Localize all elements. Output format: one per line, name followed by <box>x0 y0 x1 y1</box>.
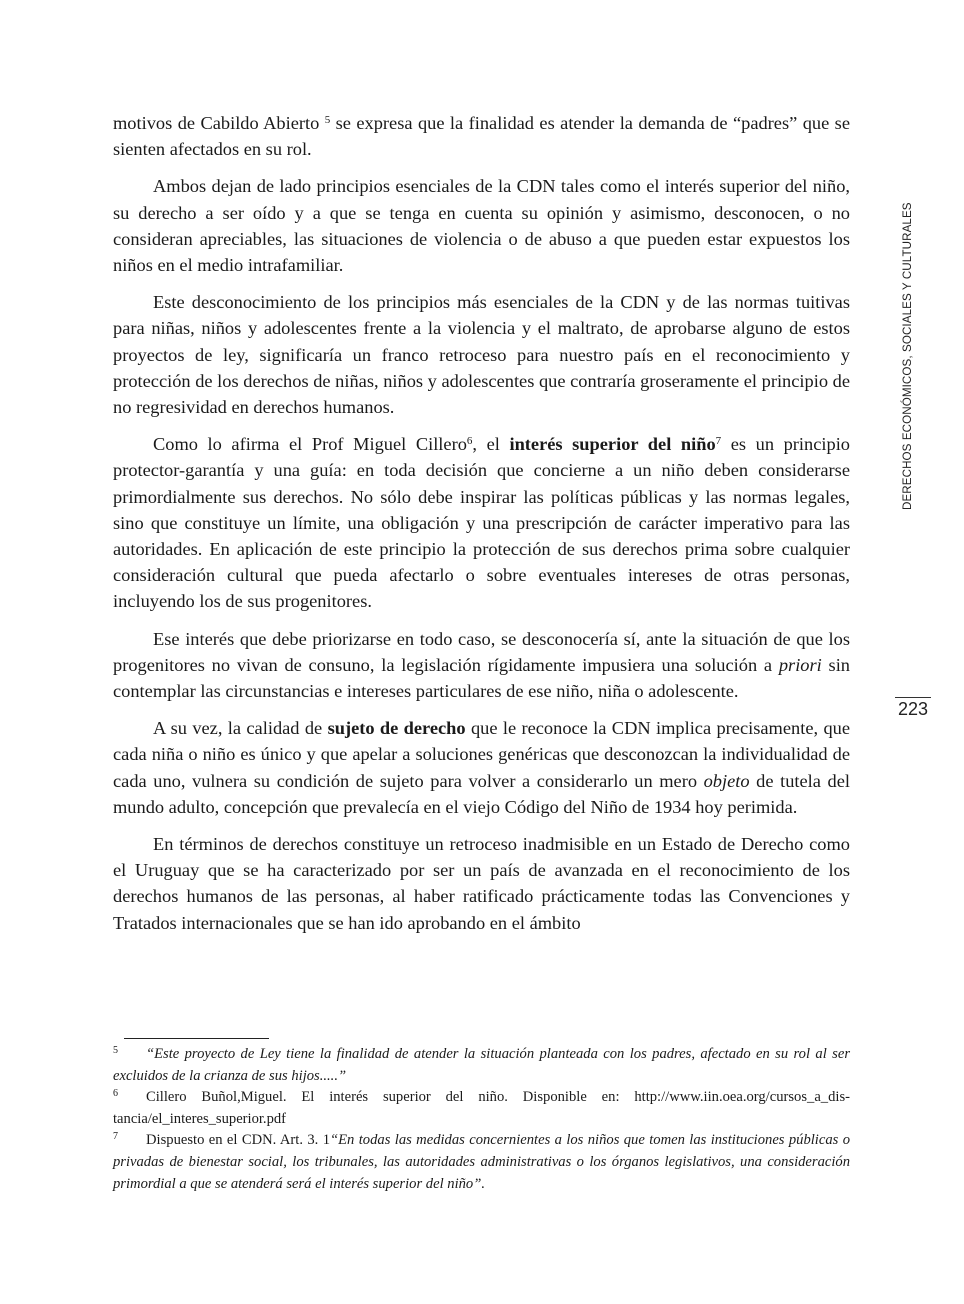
running-head: DERECHOS ECONÓMICOS, SOCIALES Y CULTURALES <box>901 202 914 510</box>
footnote-7: 7 Dispuesto en el CDN. Art. 3. 1“En todas las medidas concernientes a los niños que tomen las instituciones públicas o privadas de bienestar social, los tribunales, las autoridades administrativas o los órganos legislativos, una consideración primordial a que se atenderá será el interés superior del niño”. <box>113 1131 851 1192</box>
italic-term-objeto: objeto <box>703 770 750 791</box>
footnote-6: 6 Cillero Buñol,Miguel. El interés superior del niño. Disponible en: http://www.iin.oea.org/cursos_a_distancia/el_interes_superior.pdf <box>113 1088 850 1127</box>
footnotes <box>113 1044 850 1195</box>
paragraph-4: Como lo afirma el Prof Miguel Cillero$^6$, el interés superior del niño$^7$ es un principio protector-garantía y una guía: en toda decisión que concierne a un niño deben considerarse primordialmente sus derechos. No sólo debe inspirar las políticas públicas y las normas legales, sino que constituye un límite, una obligación y una prescripción de carácter imperativo para las autoridades. En aplicación de este principio la protección de sus derechos prima sobre cualquier consideración cultural que pueda afectarlo o sobre eventuales intereses de otras personas, incluyendo los de sus progenitores. <box>113 434 850 612</box>
paragraph-1: motivos de Cabildo Abierto $^5$ se expresa que la finalidad es atender la demanda de “padres” que se sienten afectados en su rol. <box>113 113 850 160</box>
footnote-link-text: Cillero Buñol,Miguel. El interés superior del niño. Disponible en: http://www.iin.oea.org/cursos_a_distancia/el_interes_superior.pdf <box>113 1089 850 1127</box>
italic-term-priori: priori <box>778 654 822 675</box>
footnote-separator <box>124 1038 269 1039</box>
page-number-rule <box>895 697 931 698</box>
paragraph-3: Este desconocimiento de los principios más esenciales de la CDN y de las normas tuitivas para niñas, niños y adolescentes frente a la violencia y el maltrato, de aprobarse alguno de estos proyectos de ley, significaría un franco retroceso para nuestro país en el reconocimiento y protección de los derechos de niñas, niños y adolescentes que contraría groseramente el principio de no regresividad en derechos humanos. <box>113 292 850 418</box>
footnote-ref-5[interactable]: 5 <box>324 114 331 126</box>
footnote-5: 5 “Este proyecto de Ley tiene la finalidad de atender la situación planteada con los padres, afectado en su rol al ser excluidos de la crianza de sus hijos.....” <box>113 1045 850 1084</box>
paragraph-7: En términos de derechos constituye un retroceso inadmisible en un Estado de Derecho como el Uruguay que se ha caracterizado por ser un país de avanzada en el reconocimiento de los derechos humanos de las personas, al haber ratificado prácticamente todas las Convenciones y Tratados internacionales que se han ido aprobando en el ámbito <box>113 834 850 933</box>
main-text <box>113 110 850 947</box>
page-number: 223 <box>897 699 929 719</box>
paragraph-6: A su vez, la calidad de sujeto de derecho que le reconoce la CDN implica precisamente, que cada niña o niño es único y que apelar a soluciones genéricas que desconozcan la individualidad de cada uno, vulnera su condición de sujeto para volver a considerarlo un mero objeto de tutela del mundo adulto, concepción que prevalecía en el viejo Código del Niño de 1934 hoy perimida. <box>113 718 850 817</box>
bold-term-interes-superior: interés superior del niño <box>509 434 716 455</box>
footnote-ref-7[interactable]: 7 <box>715 435 722 448</box>
footnote-ref-6[interactable]: 6 <box>466 435 473 448</box>
paragraph-2: Ambos dejan de lado principios esenciales de la CDN tales como el interés superior del niño, su derecho a ser oído y a que se tenga en cuenta su opinión y asimismo, desconocen, o no consideran apreciables, las situaciones de violencia o de abuso a que pueden estar expuestos los niños en el medio intrafamiliar. <box>113 176 850 276</box>
bold-term-sujeto-de-derecho: sujeto de derecho <box>327 718 466 739</box>
paragraph-5: Ese interés que debe priorizarse en todo caso, se desconocería sí, ante la situación de que los progenitores no vivan de consuno, la legislación rígidamente impusiera una solución a priori sin contemplar las circunstancias e intereses particulares de ese niño, niña o adolescente. <box>113 628 850 702</box>
